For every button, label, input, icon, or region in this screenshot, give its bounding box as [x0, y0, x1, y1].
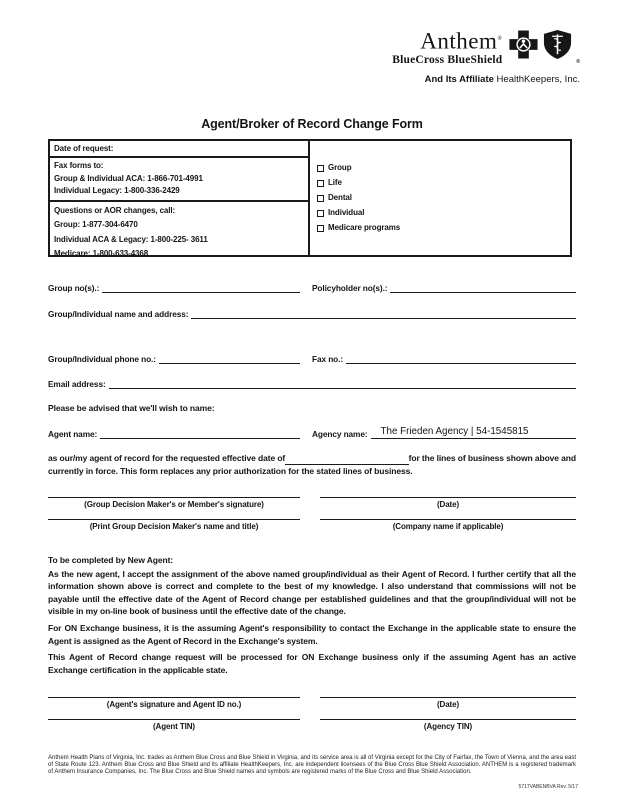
- group-phone-field[interactable]: [159, 352, 300, 364]
- effective-text-line2: currently in force. This form replaces any prior authorization for the stated lines of business.: [48, 465, 413, 476]
- questions-cell: [50, 202, 308, 264]
- checkbox-label: Group: [328, 163, 352, 172]
- signature-caption: (Agent TIN): [152, 722, 195, 731]
- checkbox-individual[interactable]: [317, 210, 324, 217]
- anthem-wordmark: Anthem®: [420, 28, 503, 54]
- bluecross-cross-icon: [508, 29, 539, 65]
- affiliate-line: And Its Affiliate HealthKeepers, Inc.: [424, 73, 580, 85]
- agent-tin-field[interactable]: [48, 719, 300, 732]
- effective-text-after: for the lines of business shown above and: [408, 453, 576, 463]
- member-signature-block: [48, 497, 576, 541]
- agency-name-label: Agency name:: [312, 429, 368, 439]
- signature-caption: (Agent's signature and Agent ID no.): [106, 700, 242, 709]
- company-name-field[interactable]: [320, 519, 576, 532]
- checkbox-label: Life: [328, 178, 342, 187]
- checkbox-label: Individual: [328, 208, 365, 217]
- signature-caption: (Print Group Decision Maker's name and title): [89, 522, 259, 531]
- legal-disclaimer: Anthem Health Plans of Virginia, Inc. trades as Anthem Blue Cross and Blue Shield in Virginia, and its service area is all of Virginia except for the City of Fairfax, the Town of Vienna, and the area east of State Route 123. Anthem Blue Cross and Blue Shield and its affiliate HealthKeepers, Inc. are independent licensees of the Blue Cross Blue Shield Association. ANTHEM is a registered trademark of Anthem Insurance Companies, Inc. The Blue Cross and Blue Shield names and symbols are registered marks of the Blue Cross and Blue Shield Association.: [48, 755, 576, 775]
- date-of-request-label: Date of request:: [50, 141, 308, 158]
- fax-line: Individual Legacy: 1-800-336-2429: [54, 186, 180, 195]
- group-decision-maker-signature-field[interactable]: [48, 497, 300, 510]
- date-field[interactable]: [320, 697, 576, 710]
- agency-tin-field[interactable]: [320, 719, 576, 732]
- checkbox-row-medicare-programs: [317, 222, 570, 234]
- group-name-address-field[interactable]: [191, 307, 576, 319]
- questions-line: Individual ACA & Legacy: 1-800-225- 3611: [54, 234, 208, 244]
- effective-date-field[interactable]: [285, 455, 408, 465]
- group-numbers-field[interactable]: [102, 281, 300, 293]
- signature-caption: (Company name if applicable): [392, 522, 504, 531]
- bluecross-blueshield-wordmark: BlueCross BlueShield: [392, 53, 503, 66]
- checkbox-group[interactable]: [317, 165, 324, 172]
- group-name-address-label: Group/Individual name and address:: [48, 309, 189, 319]
- fax-forms-cell: [50, 158, 308, 202]
- blueshield-shield-icon: [542, 29, 573, 65]
- questions-line: Group: 1-877-304-6470: [54, 220, 138, 229]
- email-address-field[interactable]: [109, 377, 576, 389]
- new-agent-paragraph: As the new agent, I accept the assignment of the above named group/individual as their Agent of Record. I further certify that all the information shown above is correct and complete to the best of my knowledge. I also understand that commissions will not be payable until the effective date of the Agent of Record change per established guidelines and that the group/individual will not be visible in my on-line book of business until the effective date of the change.: [48, 568, 576, 617]
- signature-caption: (Agency TIN): [423, 722, 473, 731]
- policyholder-numbers-label: Policyholder no(s).:: [312, 283, 388, 293]
- effective-date-paragraph: [48, 452, 576, 477]
- date-field[interactable]: [320, 497, 576, 510]
- fax-heading: Fax forms to:: [54, 161, 104, 170]
- agency-name-field[interactable]: The Frieden Agency | 54-1545815: [371, 426, 576, 439]
- agent-signature-block: [48, 697, 576, 741]
- print-name-title-field[interactable]: [48, 519, 300, 532]
- group-phone-label: Group/Individual phone no.:: [48, 354, 156, 364]
- agent-name-field[interactable]: [100, 427, 300, 439]
- registered-mark: ®: [497, 36, 503, 42]
- advise-line: Please be advised that we'll wish to name:: [48, 403, 215, 413]
- policyholder-numbers-field[interactable]: [390, 281, 576, 293]
- fax-line: Group & Individual ACA: 1-866-701-4991: [54, 173, 203, 183]
- agent-signature-field[interactable]: [48, 697, 300, 710]
- on-exchange-paragraph: For ON Exchange business, it is the assuming Agent's responsibility to contact the Exchange in the applicable state to ensure the Agent is assigned as the Agent of Record in the Exchange's system.: [48, 622, 576, 646]
- exchange-certification-paragraph: This Agent of Record change request will be processed for ON Exchange business only if the assuming Agent has an active Exchange certification in the applicable state.: [48, 652, 576, 675]
- checkbox-label: Medicare programs: [328, 223, 401, 232]
- fax-number-field[interactable]: [346, 352, 576, 364]
- page-title: Agent/Broker of Record Change Form: [201, 117, 423, 131]
- agent-name-label: Agent name:: [48, 429, 98, 439]
- signature-caption: (Group Decision Maker's or Member's signature): [84, 500, 264, 509]
- checkbox-dental[interactable]: [317, 195, 324, 202]
- signature-caption: (Date): [436, 500, 460, 509]
- group-numbers-label: Group no(s).:: [48, 283, 100, 293]
- checkbox-medicare-programs[interactable]: [317, 225, 324, 232]
- checkbox-row-dental: [317, 192, 570, 204]
- checkbox-row-life: [317, 177, 570, 189]
- questions-line: Medicare: 1-800-633-4368: [54, 249, 149, 258]
- form-code: 5717VABENBVA Rev. 5/17: [518, 784, 578, 790]
- new-agent-heading: To be completed by New Agent:: [48, 555, 174, 565]
- email-address-label: Email address:: [48, 379, 106, 389]
- effective-text-before: as our/my agent of record for the requested effective date of: [48, 453, 286, 463]
- signature-caption: (Date): [436, 700, 460, 709]
- logo-block: [392, 28, 580, 85]
- fax-number-label: Fax no.:: [312, 354, 344, 364]
- new-agent-section: [48, 554, 576, 680]
- line-of-business-checkbox-list: [310, 141, 570, 255]
- questions-heading: Questions or AOR changes, call:: [54, 205, 176, 215]
- checkbox-row-individual: [317, 207, 570, 219]
- registered-mark: ®: [576, 59, 580, 66]
- checkbox-label: Dental: [328, 193, 352, 202]
- contact-info-box: [48, 139, 572, 257]
- checkbox-row-group: [317, 162, 570, 174]
- checkbox-life[interactable]: [317, 180, 324, 187]
